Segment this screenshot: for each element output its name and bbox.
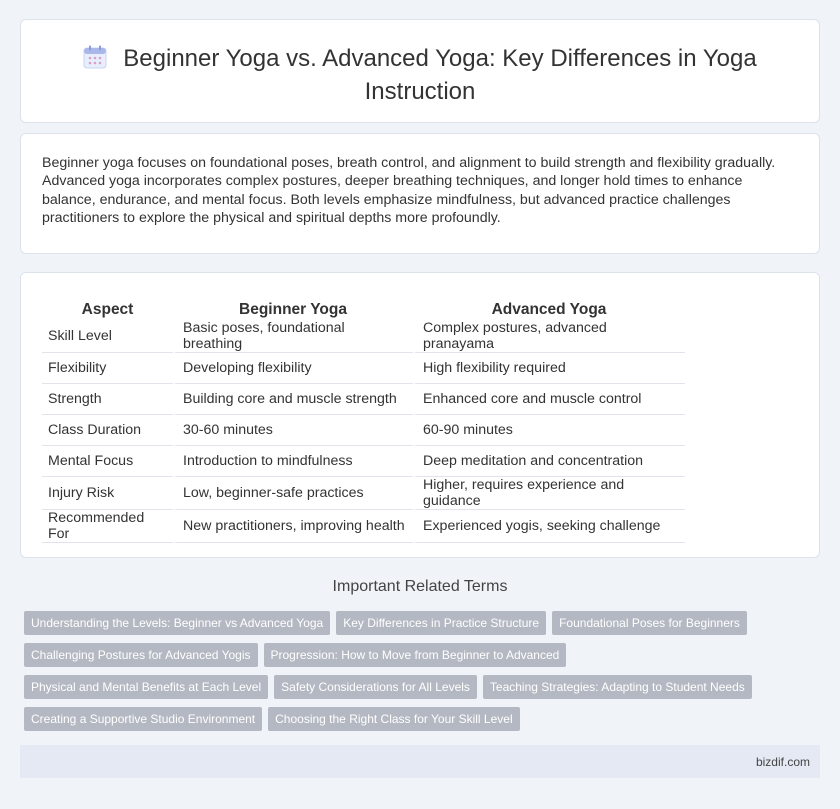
cell-advanced: Experienced yogis, seeking challenge [413, 510, 685, 543]
table-row [42, 446, 685, 477]
cell-aspect: Strength [42, 384, 173, 415]
related-term-tag[interactable]: Safety Considerations for All Levels [274, 675, 477, 699]
title-card [20, 19, 820, 123]
related-term-tag[interactable]: Key Differences in Practice Structure [336, 611, 546, 635]
table-row [42, 477, 685, 510]
comparison-card [20, 272, 820, 558]
table-row [42, 510, 685, 543]
footer [20, 745, 820, 778]
intro-paragraph: Beginner yoga focuses on foundational poses, breath control, and alignment to build strength and flexibility gradually. Advanced yoga incorporates complex postures, deeper breathing techniques, and longer hold times to enhance balance, endurance, and mental focus. Both levels emphasize mindfulness, but advanced practice challenges practitioners to explore the physical and spiritual depths more profoundly. [42, 155, 776, 226]
tag-row [24, 675, 804, 699]
tag-row [24, 611, 804, 635]
cell-aspect: Injury Risk [42, 477, 173, 510]
cell-advanced: 60-90 minutes [413, 415, 685, 446]
intro-card [20, 133, 820, 254]
page-title-text: Beginner Yoga vs. Advanced Yoga: Key Differences in Yoga Instruction [123, 45, 757, 105]
cell-beginner: New practitioners, improving health [173, 510, 413, 543]
footer-brand-link[interactable]: bizdif.com [755, 755, 810, 769]
comparison-table [42, 296, 685, 543]
cell-advanced: High flexibility required [413, 353, 685, 384]
cell-aspect: Flexibility [42, 353, 173, 384]
cell-beginner: Low, beginner-safe practices [173, 477, 413, 510]
header-beginner: Beginner Yoga [239, 301, 347, 318]
header-aspect: Aspect [81, 301, 134, 318]
related-term-tag[interactable]: Physical and Mental Benefits at Each Level [24, 675, 268, 699]
cell-beginner: Basic poses, foundational breathing [173, 320, 413, 353]
page-title [61, 44, 779, 107]
table-row [42, 384, 685, 415]
cell-aspect: Skill Level [42, 320, 173, 353]
header-advanced: Advanced Yoga [491, 301, 607, 318]
cell-beginner: Developing flexibility [173, 353, 413, 384]
table-row [42, 415, 685, 446]
tag-row [24, 643, 804, 667]
related-term-tag[interactable]: Choosing the Right Class for Your Skill Level [268, 707, 519, 731]
related-term-tag[interactable]: Teaching Strategies: Adapting to Student Needs [483, 675, 752, 699]
table-header-row [42, 296, 685, 320]
related-term-tag[interactable]: Understanding the Levels: Beginner vs Advanced Yoga [24, 611, 330, 635]
related-terms-list [24, 611, 804, 739]
table-row [42, 353, 685, 384]
related-term-tag[interactable]: Progression: How to Move from Beginner to Advanced [264, 643, 567, 667]
related-terms-heading: Important Related Terms [332, 578, 508, 595]
cell-beginner: Building core and muscle strength [173, 384, 413, 415]
tag-row [24, 707, 804, 731]
related-term-tag[interactable]: Creating a Supportive Studio Environment [24, 707, 262, 731]
cell-beginner: 30-60 minutes [173, 415, 413, 446]
cell-advanced: Higher, requires experience and guidance [413, 477, 685, 510]
cell-aspect: Recommended For [42, 510, 173, 543]
cell-advanced: Enhanced core and muscle control [413, 384, 685, 415]
related-term-tag[interactable]: Foundational Poses for Beginners [552, 611, 747, 635]
cell-advanced: Deep meditation and concentration [413, 446, 685, 477]
cell-advanced: Complex postures, advanced pranayama [413, 320, 685, 353]
cell-aspect: Mental Focus [42, 446, 173, 477]
cell-aspect: Class Duration [42, 415, 173, 446]
calendar-icon [83, 45, 107, 77]
table-row [42, 320, 685, 353]
cell-beginner: Introduction to mindfulness [173, 446, 413, 477]
related-term-tag[interactable]: Challenging Postures for Advanced Yogis [24, 643, 258, 667]
